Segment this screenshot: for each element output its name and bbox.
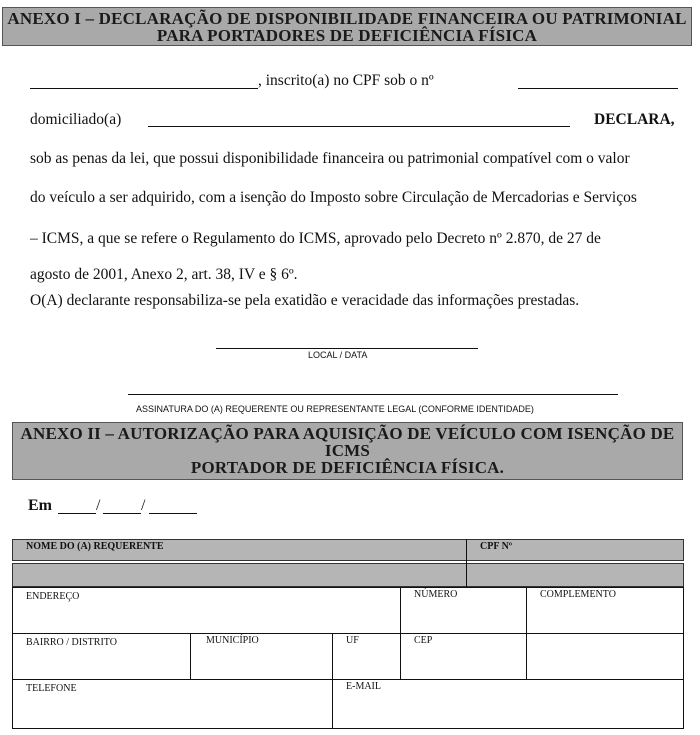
- declaration-line-1: sob as penas da lei, que possui disponibilidade financeira ou patrimonial compatível com o valor: [30, 150, 630, 167]
- annex2-title-banner: [12, 422, 683, 480]
- annex2-title-line1: ANEXO II – AUTORIZAÇÃO PARA AQUISIÇÃO DE VEÍCULO COM ISENÇÃO DE: [20, 424, 675, 443]
- annex2-title-line3: PORTADOR DE DEFICIÊNCIA FÍSICA.: [190, 458, 505, 477]
- cpf-blank[interactable]: [518, 88, 678, 89]
- numero-label: NÚMERO: [414, 589, 458, 600]
- name-cpf-divider: [466, 539, 467, 587]
- nome-label: NOME DO (A) REQUERENTE: [26, 541, 164, 552]
- em-label: Em: [28, 497, 52, 514]
- complemento-label: COMPLEMENTO: [540, 589, 616, 600]
- annex1-title-banner: [2, 7, 692, 46]
- signature-label: ASSINATURA DO (A) REQUERENTE OU REPRESENTANTE LEGAL (CONFORME IDENTIDADE): [136, 404, 534, 414]
- uf-cep-divider: [400, 633, 401, 679]
- row2-bottom-line: [12, 679, 684, 680]
- date-month-blank[interactable]: [103, 513, 141, 514]
- numero-complemento-divider: [526, 587, 527, 633]
- cpf-label: CPF Nº: [480, 541, 513, 552]
- municipio-uf-divider: [332, 633, 333, 729]
- inscrito-text: , inscrito(a) no CPF sob o nº: [258, 72, 434, 89]
- row1-bottom-line: [12, 633, 684, 634]
- annex1-title-line2: PARA PORTADORES DE DEFICIÊNCIA FÍSICA: [156, 26, 538, 45]
- date-slash-1: /: [96, 497, 101, 514]
- annex1-title-line1: ANEXO I – DECLARAÇÃO DE DISPONIBILIDADE FINANCEIRA OU PATRIMONIAL: [7, 9, 687, 28]
- local-data-label: LOCAL / DATA: [308, 350, 368, 360]
- name-blank[interactable]: [30, 88, 258, 89]
- annex2-title-line2: ICMS: [324, 441, 371, 460]
- date-year-blank[interactable]: [149, 513, 197, 514]
- telefone-label: TELEFONE: [26, 683, 77, 694]
- domiciliado-text: domiciliado(a): [30, 111, 122, 128]
- cep-right-divider: [526, 633, 527, 679]
- declaration-line-5: O(A) declarante responsabiliza-se pela exatidão e veracidade das informações prestadas.: [30, 292, 580, 309]
- date-day-blank[interactable]: [58, 513, 96, 514]
- address-blank[interactable]: [148, 126, 570, 127]
- endereco-numero-divider: [400, 587, 401, 633]
- declaration-line-2: do veículo a ser adquirido, com a isenção do Imposto sobre Circulação de Mercadorias e Serviços: [30, 189, 637, 206]
- municipio-label: MUNICÍPIO: [206, 635, 259, 646]
- uf-label: UF: [346, 635, 359, 646]
- name-cpf-input-row[interactable]: [12, 563, 684, 587]
- bairro-municipio-divider: [190, 633, 191, 679]
- date-slash-2: /: [141, 497, 146, 514]
- local-data-line[interactable]: [216, 348, 478, 349]
- address-table-frame: [12, 587, 684, 729]
- cep-label: CEP: [414, 635, 433, 646]
- bairro-label: BAIRRO / DISTRITO: [26, 637, 117, 648]
- declaration-line-3: – ICMS, a que se refere o Regulamento do ICMS, aprovado pelo Decreto nº 2.870, de 27 de: [30, 230, 601, 247]
- endereco-label: ENDEREÇO: [26, 591, 80, 602]
- declara-text: DECLARA,: [594, 111, 675, 128]
- email-label: E-MAIL: [346, 681, 381, 692]
- declaration-line-4: agosto de 2001, Anexo 2, art. 38, IV e § 6º.: [30, 266, 298, 283]
- signature-line[interactable]: [128, 394, 618, 395]
